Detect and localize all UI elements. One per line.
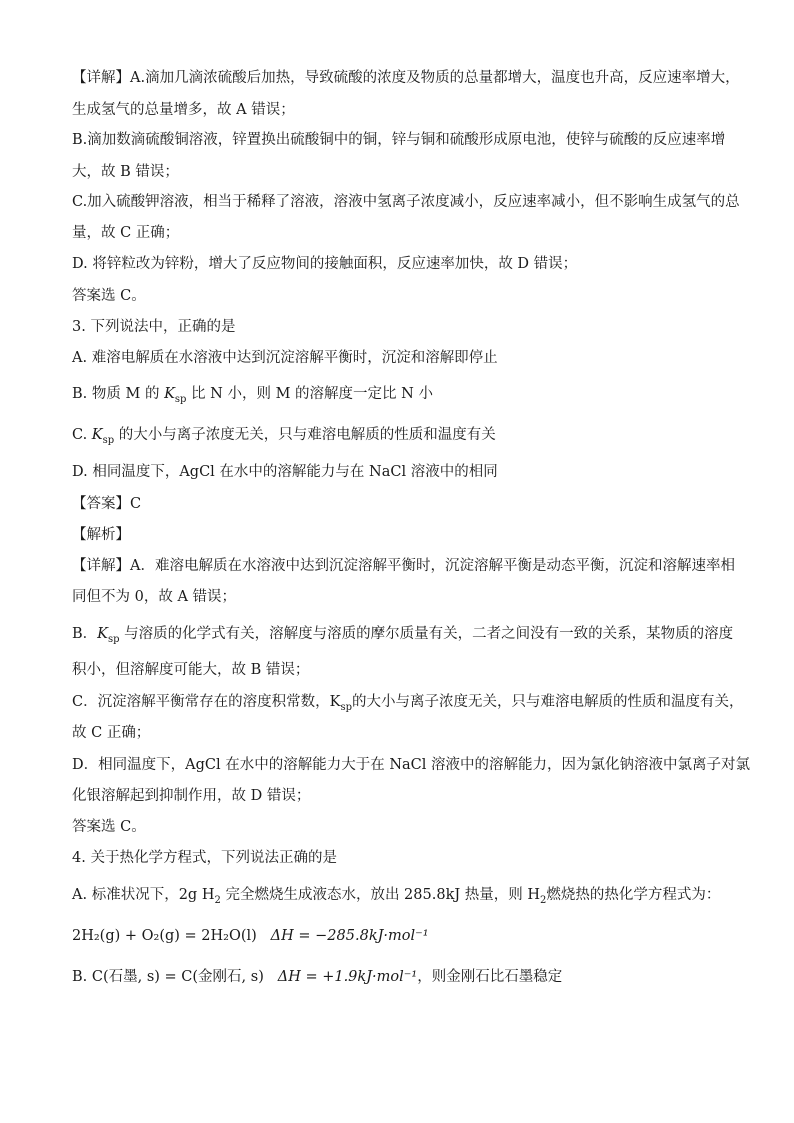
q4-stem: 4. 关于热化学方程式，下列说法正确的是	[72, 850, 337, 866]
q2-explain-line-7: D. 将锌粒改为锌粉，增大了反应物间的接触面积，反应速率加快，故 D 错误；	[72, 256, 578, 272]
ksp-symbol: K	[97, 626, 108, 642]
equation-2-enthalpy: ΔH = +1.9kJ·mol⁻¹	[277, 969, 418, 985]
q3-answer: 【答案】C	[72, 496, 142, 512]
q3-option-b-suffix: 比 N 小，则 M 的溶解度一定比 N 小	[186, 386, 433, 402]
h2-symbol: H	[527, 887, 541, 903]
q3-explain-line-4: 积小，但溶解度可能大，故 B 错误；	[72, 662, 310, 678]
ksp-symbol: K	[91, 427, 103, 443]
q2-explain-line-4: 大，故 B 错误；	[72, 164, 179, 180]
q4-option-a	[72, 885, 720, 905]
q3-explain-line-2: 同但不为 0，故 A 错误；	[72, 589, 237, 605]
q3-explain-line-6: 故 C 正确；	[72, 725, 151, 741]
q2-explain-line-3: B.滴加数滴硫酸铜溶液，锌置换出硫酸铜中的铜，锌与铜和硫酸形成原电池，使锌与硫酸的反应速率增	[72, 132, 726, 148]
equation-1-enthalpy: ΔH = −285.8kJ·mol⁻¹	[270, 928, 429, 944]
q4-option-b-prefix: B.	[72, 969, 92, 985]
ksp-subscript: sp	[340, 701, 352, 713]
q2-answer-line: 答案选 C。	[72, 288, 146, 304]
h2-subscript: 2	[540, 894, 547, 906]
equation-1-reaction: 2H₂(g) + O₂(g) = 2H₂O(l)	[72, 928, 257, 944]
q3-explain-line-1: 【详解】A．难溶电解质在水溶液中达到沉淀溶解平衡时，沉淀溶解平衡是动态平衡，沉淀和溶解速率相	[72, 558, 735, 574]
q3-stem: 3. 下列说法中，正确的是	[72, 319, 236, 335]
q3-explain-c-prefix: C．沉淀溶解平衡常存在的溶度积常数，K	[72, 694, 341, 710]
q4-option-b	[72, 967, 562, 987]
q4-option-a-middle: 完全燃烧生成液态水，放出 285.8kJ 热量，则	[220, 887, 528, 903]
q4-option-b-suffix: ，则金刚石比石墨稳定	[417, 969, 563, 985]
q3-option-a: A. 难溶电解质在水溶液中达到沉淀溶解平衡时，沉淀和溶解即停止	[72, 350, 498, 366]
q3-explain-b-prefix: B．	[72, 626, 98, 642]
q3-explain-b-suffix: 与溶质的化学式有关，溶解度与溶质的摩尔质量有关，二者之间没有一致的关系，某物质的溶度	[119, 626, 734, 642]
equation-2-reaction: C(石墨, s) = C(金刚石, s)	[91, 969, 264, 985]
h2-subscript: 2	[214, 894, 221, 906]
q3-explain-c-suffix: 的大小与离子浓度无关，只与难溶电解质的性质和温度有关，	[351, 694, 744, 710]
q3-explain-line-3	[72, 624, 733, 644]
q4-option-a-prefix: A. 标准状况下，2g	[72, 887, 202, 903]
q3-option-b-prefix: B. 物质 M 的	[72, 386, 165, 402]
q3-option-c-prefix: C.	[72, 427, 92, 443]
q3-analysis-heading: 【解析】	[72, 527, 130, 543]
q4-option-a-suffix: 燃烧热的热化学方程式为：	[546, 887, 721, 903]
q2-explain-line-5: C.加入硫酸钾溶液，相当于稀释了溶液，溶液中氢离子浓度减小，反应速率减小，但不影响生成氢气的总	[72, 194, 740, 210]
q3-option-c-suffix: 的大小与离子浓度无关，只与难溶电解质的性质和温度有关	[114, 427, 496, 443]
h2-symbol: H	[201, 887, 215, 903]
q3-explain-line-5	[72, 692, 743, 712]
ksp-subscript: sp	[108, 633, 120, 645]
ksp-subscript: sp	[102, 434, 115, 446]
q4-equation-1	[72, 926, 429, 946]
q3-explain-line-7: D．相同温度下，AgCl 在水中的溶解能力大于在 NaCl 溶液中的溶解能力，因为氯化钠溶液中氯离子对氯	[72, 757, 750, 773]
q2-explain-line-2: 生成氢气的总量增多，故 A 错误；	[72, 102, 295, 118]
ksp-symbol: K	[164, 386, 175, 402]
q3-option-d: D. 相同温度下，AgCl 在水中的溶解能力与在 NaCl 溶液中的相同	[72, 464, 498, 480]
ksp-subscript: sp	[174, 393, 187, 405]
q3-option-b	[72, 384, 433, 404]
q3-answer-line: 答案选 C。	[72, 819, 146, 835]
q3-option-c	[72, 425, 496, 445]
q3-explain-line-8: 化银溶解起到抑制作用，故 D 错误；	[72, 788, 311, 804]
q2-explain-line-6: 量，故 C 正确；	[72, 225, 180, 241]
q2-explain-line-1: 【详解】A.滴加几滴浓硫酸后加热，导致硫酸的浓度及物质的总量都增大，温度也升高，反应速率增大，	[72, 70, 740, 86]
